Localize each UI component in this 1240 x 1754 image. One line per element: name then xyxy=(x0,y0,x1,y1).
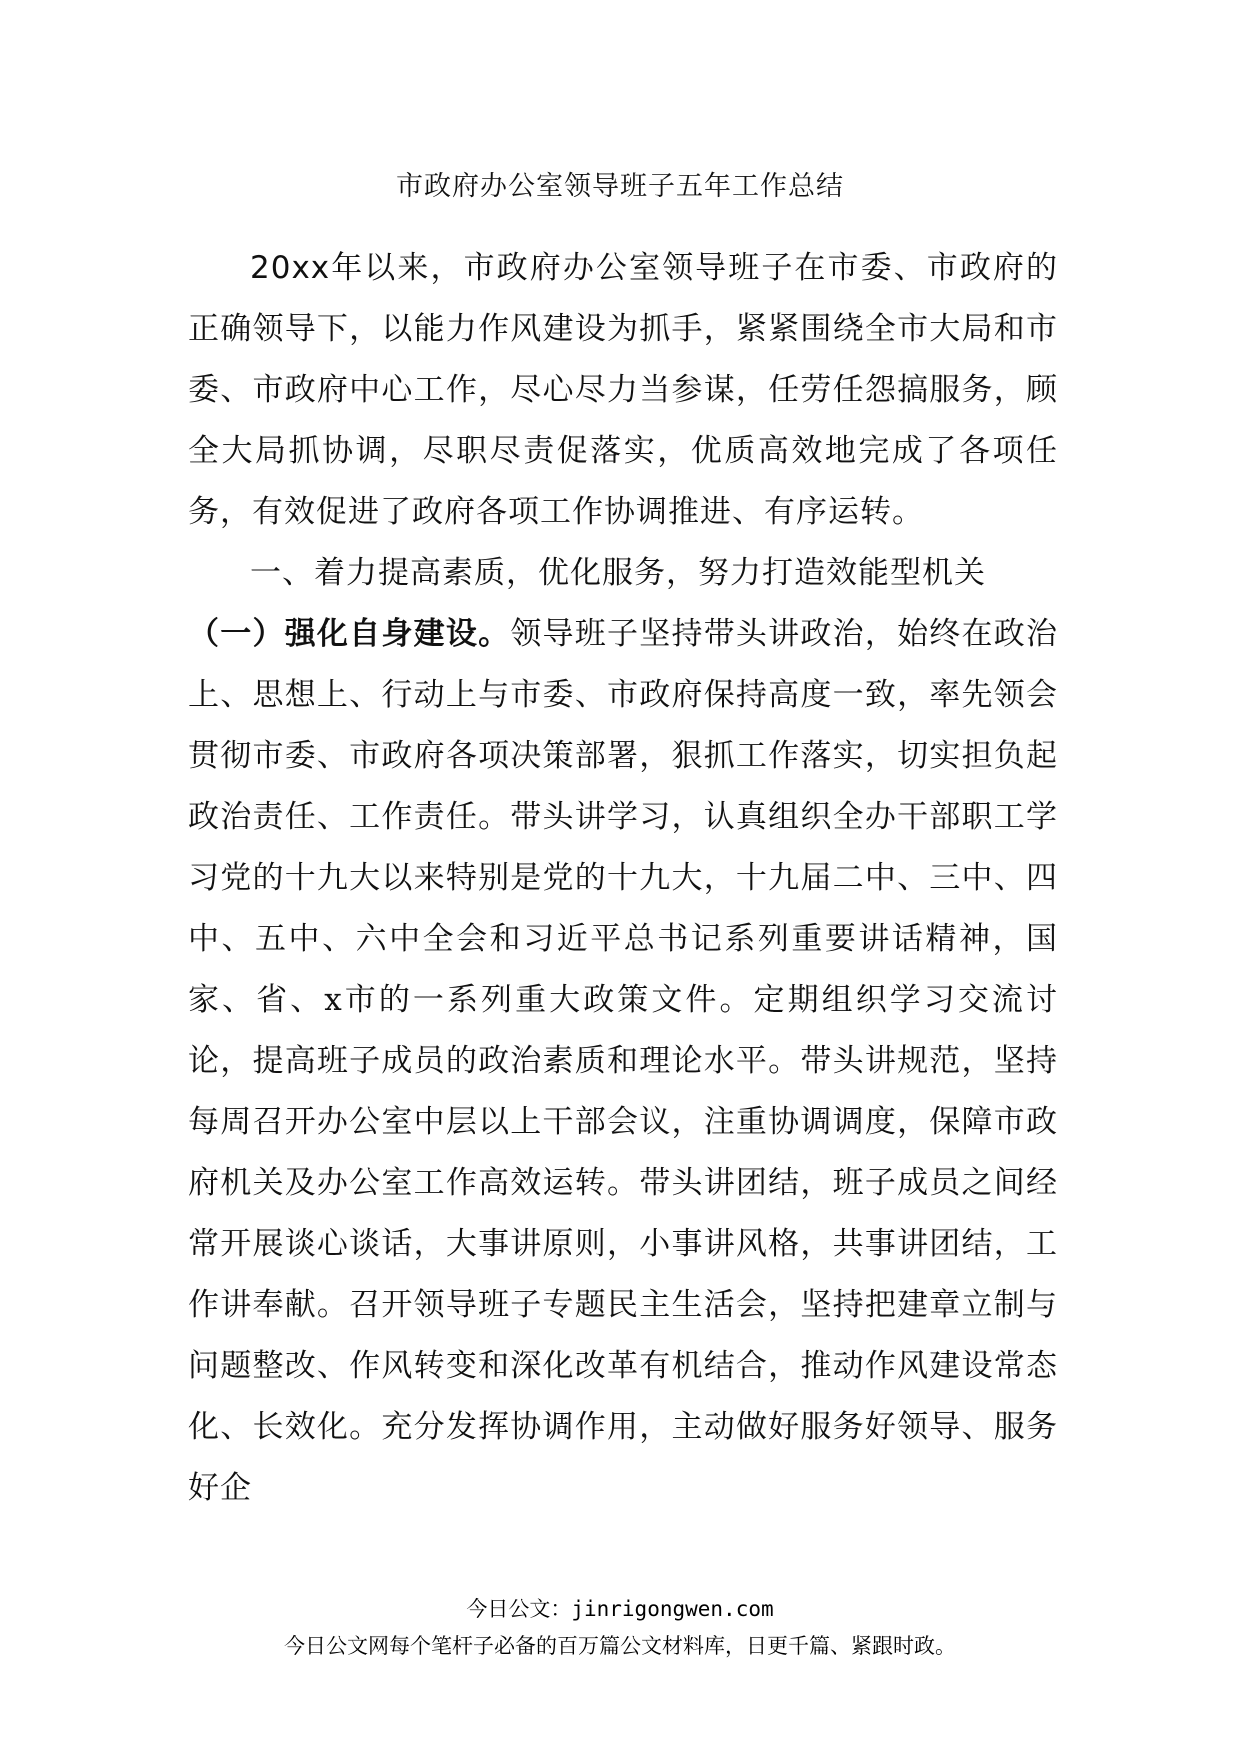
footer-slogan: 今日公文网每个笔杆子必备的百万篇公文材料库，日更千篇、紧跟时政。 xyxy=(284,1634,956,1658)
footer-site-label: 今日公文： xyxy=(466,1597,572,1621)
intro-year: 20xx xyxy=(250,250,331,286)
section-1-lead: （一）强化自身建设。 xyxy=(188,616,511,652)
footer-site xyxy=(0,1593,1240,1623)
section-heading-1-text: 一、着力提高素质，优化服务，努力打造效能型机关 xyxy=(250,555,986,591)
section-heading-1 xyxy=(188,543,1058,604)
intro-text: 年以来，市政府办公室领导班子在市委、市政府的正确领导下，以能力作风建设为抓手，紧紧围绕全市大局和市委、市政府中心工作，尽心尽力当参谋，任劳任怨搞服务，顾全大局抓协调，尽职尽责促落实，优质高效地完成了各项任务，有效促进了政府各项工作协调推进、有序运转。 xyxy=(188,250,1058,530)
section-1-paragraph xyxy=(188,604,1058,1519)
footer-site-url[interactable]: jinrigongwen.com xyxy=(571,1597,774,1621)
document-title: 市政府办公室领导班子五年工作总结 xyxy=(396,171,844,202)
intro-paragraph xyxy=(188,238,1058,543)
section-1-text: 领导班子坚持带头讲政治，始终在政治上、思想上、行动上与市委、市政府保持高度一致，率先领会贯彻市委、市政府各项决策部署，狠抓工作落实，切实担负起政治责任、工作责任。带头讲学习，认真组织全办干部职工学习党的十九大以来特别是党的十九大，十九届二中、三中、四中、五中、六中全会和习近平总书记系列重要讲话精神，国家、省、x市的一系列重大政策文件。定期组织学习交流讨论，提高班子成员的政治素质和理论水平。带头讲规范，坚持每周召开办公室中层以上干部会议，注重协调调度，保障市政府机关及办公室工作高效运转。带头讲团结，班子成员之间经常开展谈心谈话，大事讲原则，小事讲风格，共事讲团结，工作讲奉献。召开领导班子专题民主生活会，坚持把建章立制与问题整改、作风转变和深化改革有机结合，推动作风建设常态化、长效化。充分发挥协调作用，主动做好服务好领导、服务好企 xyxy=(188,616,1059,1506)
